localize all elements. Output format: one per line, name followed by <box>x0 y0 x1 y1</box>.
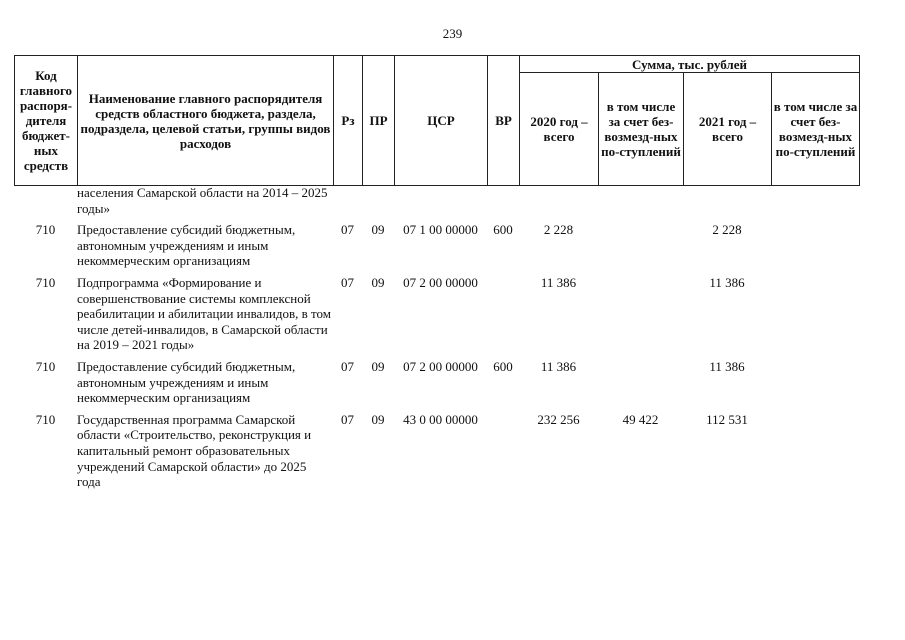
table-row <box>14 216 859 269</box>
row-sum-2021-free <box>771 269 859 353</box>
row-pr <box>362 185 394 216</box>
table-row <box>14 269 859 353</box>
row-name: населения Самарской области на 2014 – 2025 годы» <box>77 185 328 216</box>
row-sum-2021 <box>683 185 771 216</box>
table-row <box>14 353 859 406</box>
row-code: 710 <box>35 274 56 290</box>
row-vr: 600 <box>493 222 513 238</box>
row-rz: 07 <box>341 274 354 290</box>
page-number: 239 <box>442 26 463 41</box>
row-code: 710 <box>35 411 56 427</box>
row-name: Предоставление субсидий бюджетным, автономным учреждениям и иным некоммерческим организациям <box>77 222 296 269</box>
table-row <box>14 406 859 490</box>
row-rz <box>333 185 362 216</box>
row-sum-2021: 11 386 <box>709 274 745 290</box>
header-2020-free: в том числе за счет без-возмезд-ных по-ступлений <box>599 73 684 186</box>
row-csr: 07 2 00 00000 <box>403 358 478 374</box>
row-sum-2021: 2 228 <box>712 222 742 238</box>
row-csr: 07 1 00 00000 <box>403 222 478 238</box>
row-csr <box>394 185 487 216</box>
header-code: Код главного распоря-дителя бюджет-ных средств <box>15 56 78 186</box>
row-pr: 09 <box>371 222 385 238</box>
row-code: 710 <box>35 358 56 374</box>
row-code <box>14 185 77 216</box>
row-csr: 07 2 00 00000 <box>403 274 478 290</box>
header-vr: ВР <box>488 56 520 186</box>
header-2020-total: 2020 год – всего <box>520 73 599 186</box>
row-sum-2021-free <box>771 406 859 490</box>
budget-table <box>14 185 859 490</box>
header-name: Наименование главного распорядителя средств областного бюджета, раздела, подраздела, целевой статьи, группы видов расходов <box>78 56 334 186</box>
row-vr: 600 <box>493 358 513 374</box>
header-rz: Рз <box>334 56 363 186</box>
row-sum-2021-free <box>771 353 859 406</box>
row-sum-2020-free <box>598 269 683 353</box>
table-header <box>14 55 860 186</box>
row-sum-2020 <box>519 185 598 216</box>
header-pr: ПР <box>363 56 395 186</box>
row-sum-2020-free <box>598 216 683 269</box>
row-sum-2021: 112 531 <box>706 411 748 427</box>
row-sum-2020-free <box>598 185 683 216</box>
row-sum-2021: 11 386 <box>709 358 745 374</box>
header-2021-free: в том числе за счет без-возмезд-ных по-ступлений <box>772 73 860 186</box>
row-sum-2020: 11 386 <box>540 274 577 290</box>
row-name: Подпрограмма «Формирование и совершенствование системы комплексной реабилитации и абилитации инвалидов, в том числе детей-инвалидов, в Самарской области на 2019 – 2021 годы» <box>77 274 332 353</box>
row-sum-2020-free <box>598 353 683 406</box>
row-code: 710 <box>35 222 56 238</box>
table-row <box>14 185 859 216</box>
row-pr: 09 <box>371 358 385 374</box>
header-2021-total: 2021 год – всего <box>684 73 772 186</box>
row-sum-2020: 2 228 <box>543 222 574 238</box>
row-vr <box>487 185 519 216</box>
row-vr <box>487 269 519 353</box>
row-rz: 07 <box>341 411 354 427</box>
header-csr: ЦСР <box>395 56 488 186</box>
row-sum-2020-free: 49 422 <box>622 411 659 427</box>
row-pr: 09 <box>371 411 385 427</box>
row-csr: 43 0 00 00000 <box>403 411 478 427</box>
row-sum-2021-free <box>771 216 859 269</box>
row-vr <box>487 406 519 490</box>
row-rz: 07 <box>341 358 354 374</box>
row-pr: 09 <box>371 274 385 290</box>
header-sum: Сумма, тыс. рублей <box>520 56 860 73</box>
row-sum-2021-free <box>771 185 859 216</box>
row-sum-2020: 232 256 <box>537 411 580 427</box>
row-name: Государственная программа Самарской области «Строительство, реконструкция и капитальный ремонт образовательных учреждений Самарской области» до 2025 года <box>77 411 312 490</box>
row-rz: 07 <box>341 222 354 238</box>
row-name: Предоставление субсидий бюджетным, автономным учреждениям и иным некоммерческим организациям <box>77 358 296 406</box>
row-sum-2020: 11 386 <box>540 358 577 374</box>
